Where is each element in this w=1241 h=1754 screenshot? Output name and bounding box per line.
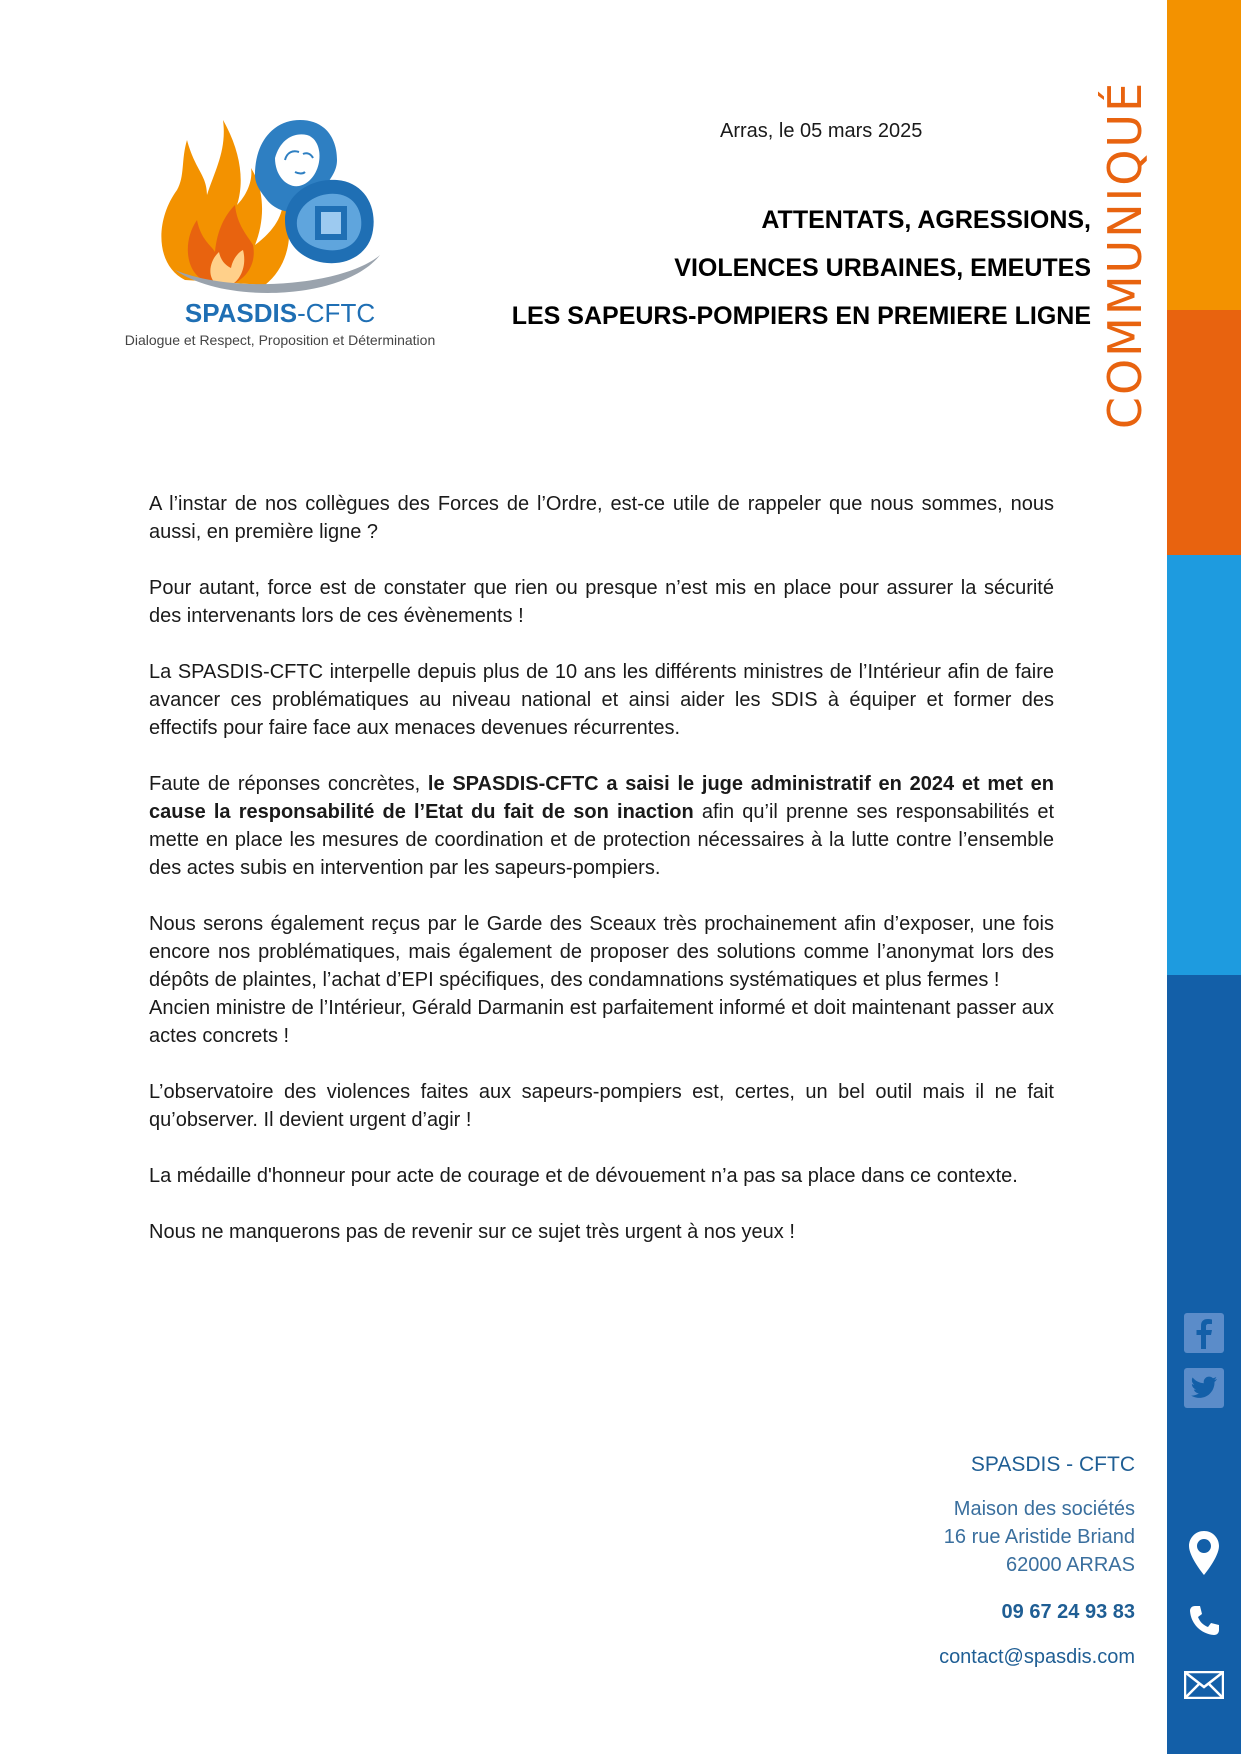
- side-color-band: [1167, 0, 1241, 1754]
- title-line-3: LES SAPEURS-POMPIERS EN PREMIERE LIGNE: [511, 302, 1091, 330]
- twitter-icon[interactable]: [1181, 1365, 1227, 1411]
- paragraph-3: La SPASDIS-CFTC interpelle depuis plus de 10 ans les différents ministres de l’Intérieur afin de faire avancer ces problématiques au niveau national et ainsi aider les SDIS à équiper et former des effectifs pour faire face aux menaces devenues récurrentes.: [149, 661, 1054, 739]
- contact-phone[interactable]: 09 67 24 93 83: [1001, 1601, 1135, 1623]
- paragraph-7: L’observatoire des violences faites aux sapeurs-pompiers est, certes, un bel outil mais il ne fait qu’observer. Il devient urgent d’agir !: [149, 1081, 1054, 1131]
- logo: [115, 80, 445, 350]
- contact-address-1: Maison des sociétés: [953, 1498, 1135, 1520]
- logo-brand: [115, 298, 445, 329]
- facebook-icon[interactable]: [1181, 1310, 1227, 1356]
- band-orange-light: [1167, 0, 1241, 310]
- paragraph-1: A l’instar de nos collègues des Forces de l’Ordre, est-ce utile de rappeler que nous sommes, nous aussi, en première ligne ?: [149, 493, 1054, 543]
- title-line-2: VIOLENCES URBAINES, EMEUTES: [674, 254, 1091, 282]
- location-pin-icon: [1181, 1530, 1227, 1576]
- contact-org: SPASDIS - CFTC: [970, 1453, 1135, 1476]
- band-orange-dark: [1167, 310, 1241, 555]
- contact-email[interactable]: contact@spasdis.com: [939, 1646, 1135, 1668]
- paragraph-4-tail: afin qu’il prenne ses responsabilités et mette en place les mesures de coordination et de protection nécessaires à la lutte contre l’ensemble des actes subis en intervention par les sapeurs-pompiers.: [149, 801, 1054, 879]
- side-label: [1095, 80, 1155, 430]
- logo-brand-b: CFTC: [305, 298, 376, 328]
- logo-tagline: Dialogue et Respect, Proposition et Détermination: [124, 332, 436, 348]
- phone-icon: [1181, 1598, 1227, 1644]
- paragraph-9: Nous ne manquerons pas de revenir sur ce sujet très urgent à nos yeux !: [149, 1221, 795, 1243]
- paragraph-2: Pour autant, force est de constater que rien ou presque n’est mis en place pour assurer la sécurité des intervenants lors de ces évènements !: [149, 577, 1054, 627]
- mail-icon[interactable]: [1181, 1662, 1227, 1708]
- document-body: [149, 490, 1054, 1274]
- contact-address-2: 16 rue Aristide Briand: [943, 1526, 1135, 1548]
- paragraph-4-bold: le SPASDIS-CFTC a saisi le juge administratif en 2024 et met en cause la responsabilité de l’Etat du fait de son inaction: [149, 773, 1054, 823]
- document-title: [512, 196, 1091, 340]
- logo-brand-a: SPASDIS: [184, 298, 298, 328]
- title-line-1: ATTENTATS, AGRESSIONS,: [761, 206, 1091, 234]
- paragraph-8: La médaille d'honneur pour acte de courage et de dévouement n’a pas sa place dans ce contexte.: [149, 1165, 1018, 1187]
- paragraph-4: [149, 770, 1054, 882]
- paragraph-4-lead: Faute de réponses concrètes,: [149, 773, 428, 795]
- logo-emblem: [115, 80, 445, 295]
- contact-block: [939, 1453, 1135, 1669]
- paragraph-6: Ancien ministre de l’Intérieur, Gérald Darmanin est parfaitement informé et doit maintenant passer aux actes concrets !: [149, 997, 1054, 1047]
- side-label-text: COMMUNIQUÉ: [1098, 80, 1152, 430]
- band-blue-light: [1167, 555, 1241, 975]
- contact-address-3: 62000 ARRAS: [1006, 1554, 1135, 1576]
- paragraph-5: Nous serons également reçus par le Garde des Sceaux très prochainement afin d’exposer, une fois encore nos problématiques, mais également de proposer des solutions comme l’anonymat lors des dépôts de plaintes, l’achat d’EPI spécifiques, des condamnations systématiques et plus fermes !: [149, 913, 1054, 991]
- logo-brand-sep: -: [297, 298, 306, 328]
- document-date: Arras, le 05 mars 2025: [720, 120, 923, 142]
